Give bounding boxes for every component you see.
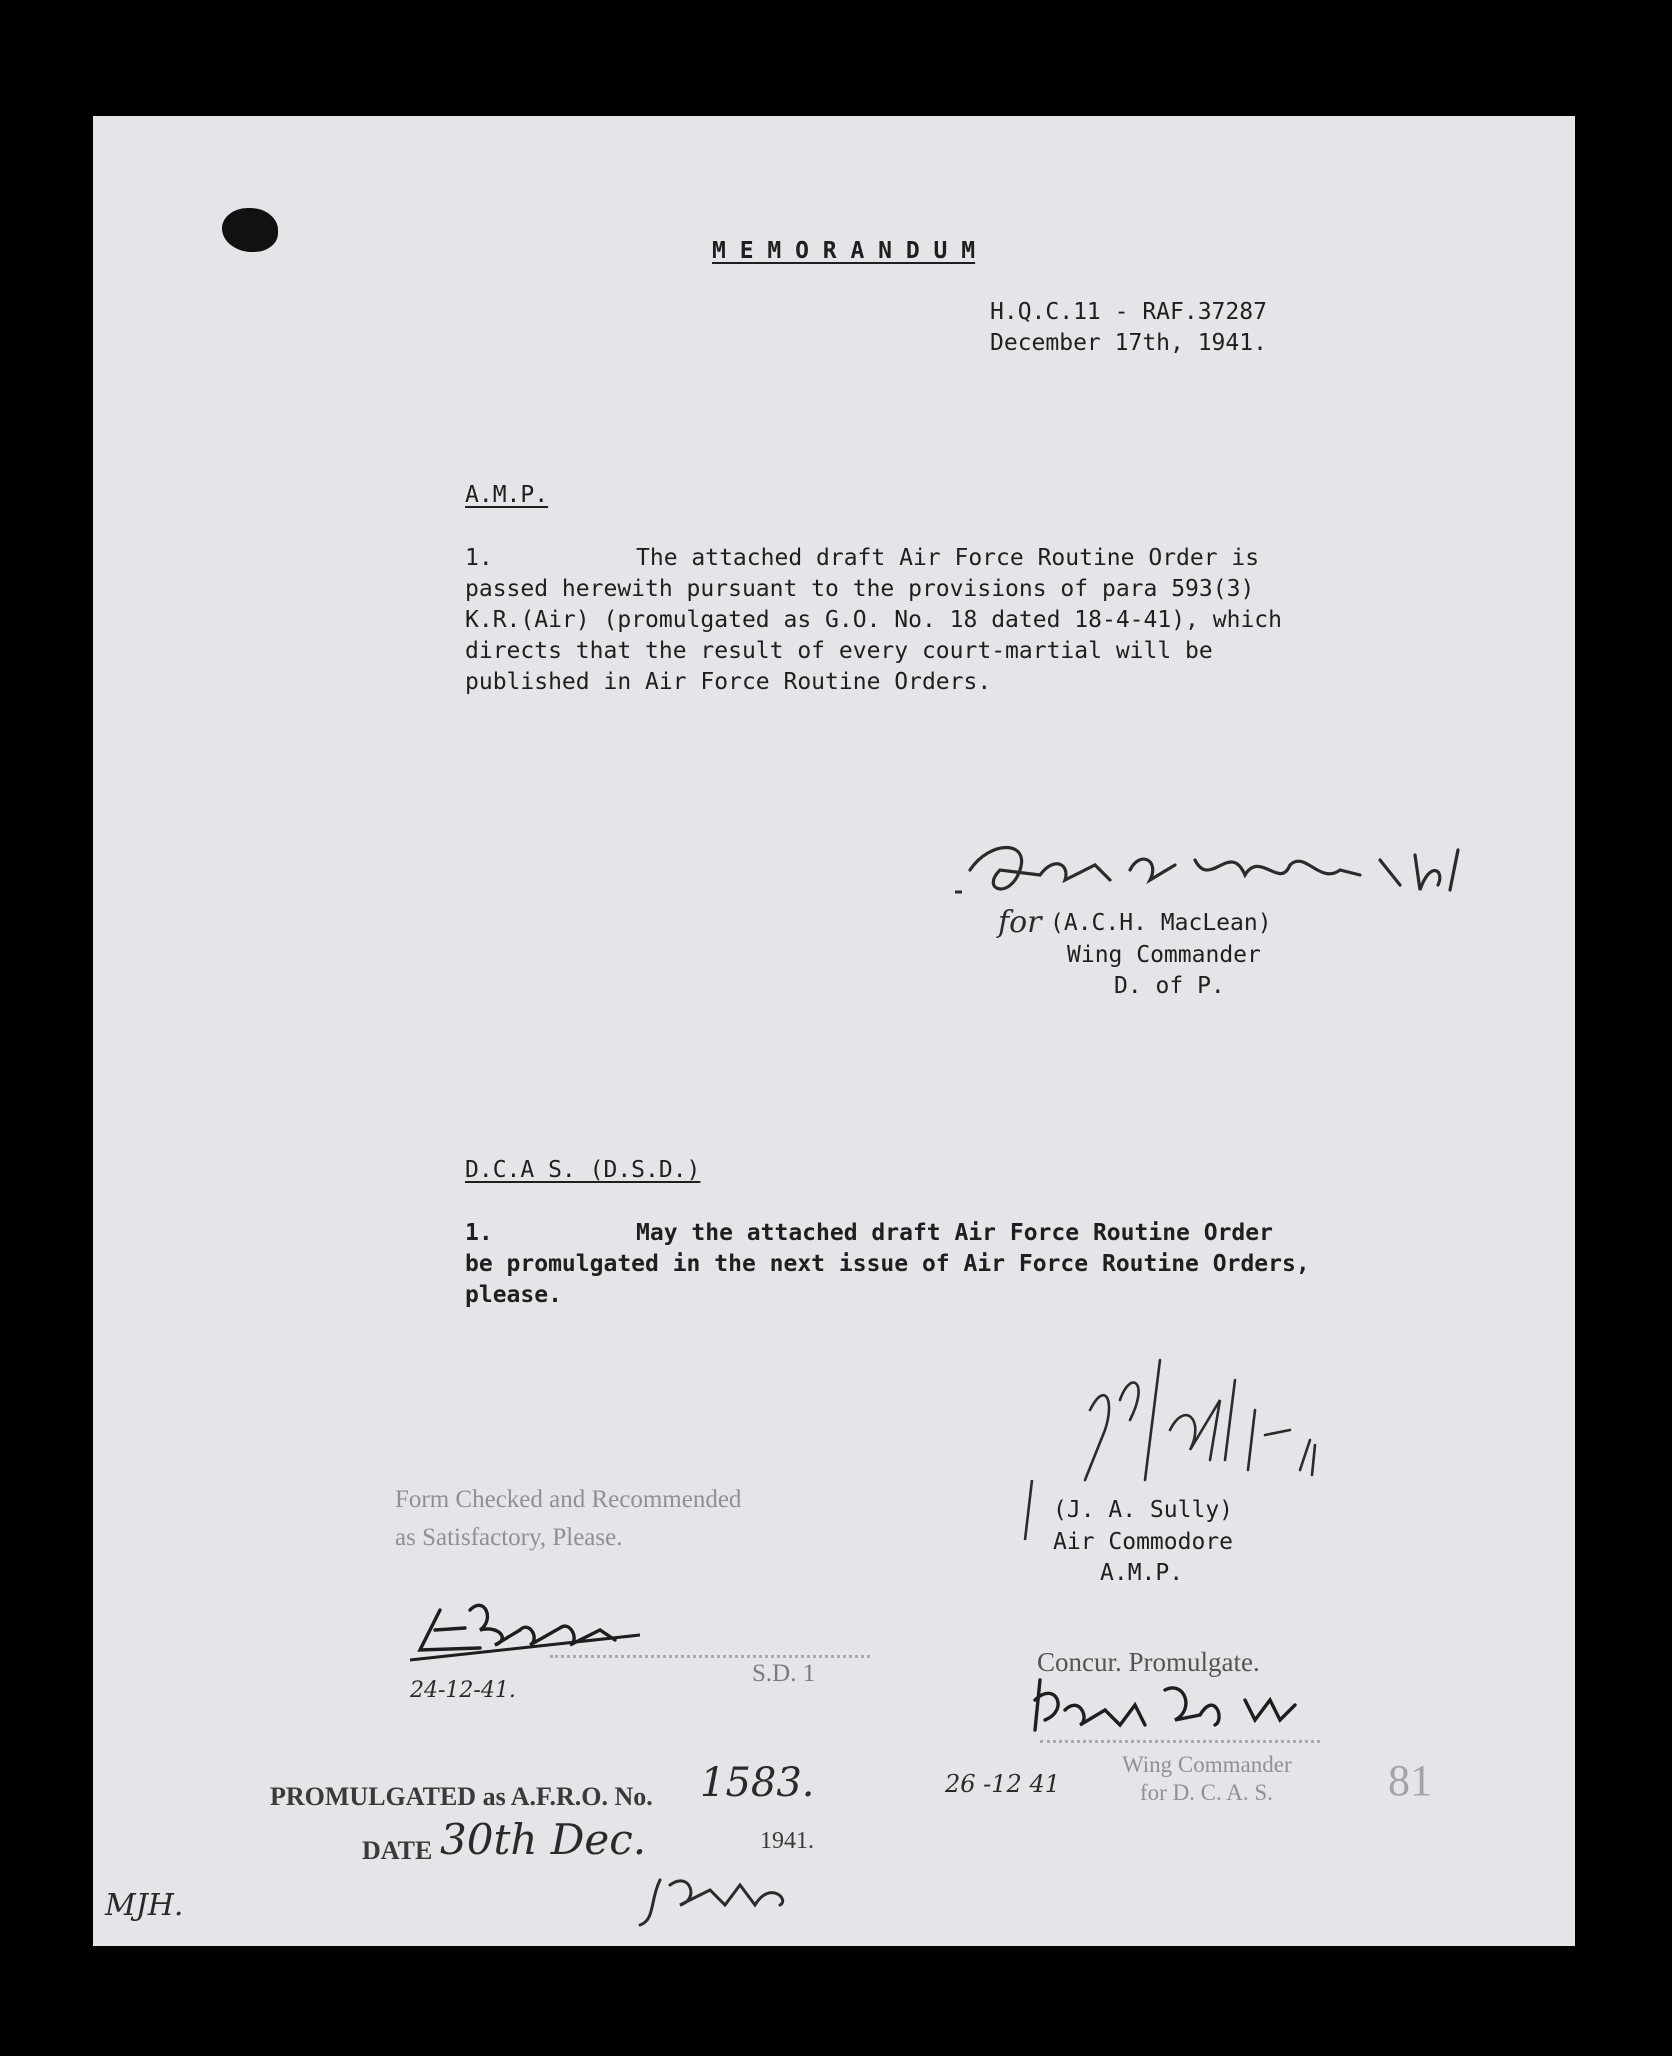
memo-title: M E M O R A N D U M — [712, 238, 976, 264]
section2-line: May the attached draft Air Force Routine Order — [636, 1220, 1273, 1246]
memo-reference: H.Q.C.11 - RAF.37287 — [990, 299, 1267, 325]
signature1-name: (A.C.H. MacLean) — [1050, 910, 1272, 936]
signature-form-checked — [410, 1590, 650, 1670]
section2-para-number: 1. — [465, 1220, 493, 1246]
promulgated-number: 1583. — [700, 1760, 815, 1806]
promulgated-date-label: DATE — [362, 1836, 433, 1865]
marginal-initials: MJH. — [105, 1888, 184, 1923]
dotted-line — [550, 1655, 870, 1658]
signature1-rank: Wing Commander — [1067, 942, 1261, 968]
signature2-rank: Air Commodore — [1053, 1529, 1234, 1555]
stamp-concur-date: 26 -12 41 — [945, 1770, 1060, 1798]
punch-hole — [222, 208, 278, 252]
signature-concur — [1025, 1670, 1315, 1740]
signature1-office: D. of P. — [1114, 973, 1225, 999]
section1-heading: A.M.P. — [465, 482, 549, 508]
page-number: 81 — [1388, 1756, 1432, 1805]
section1-line: K.R.(Air) (promulgated as G.O. No. 18 dated 18-4-41), which — [465, 607, 1282, 633]
signature2-name: (J. A. Sully) — [1053, 1497, 1234, 1523]
memo-date: December 17th, 1941. — [990, 330, 1267, 356]
stamp-form-checked-line2: as Satisfactory, Please. — [395, 1524, 623, 1551]
stamp-concur-label: Concur. Promulgate. — [1037, 1647, 1260, 1677]
stamp-concur-line1: Wing Commander — [1122, 1752, 1292, 1777]
initials-promulgated — [630, 1860, 830, 1930]
document-page — [93, 116, 1575, 1946]
section1-line: The attached draft Air Force Routine Order is — [636, 545, 1260, 571]
section2-heading: D.C.A S. (D.S.D.) — [465, 1157, 701, 1183]
section1-line: published in Air Force Routine Orders. — [465, 669, 992, 695]
section1-line: passed herewith pursuant to the provisions of para 593(3) — [465, 576, 1255, 602]
stamp-sd-label: S.D. 1 — [752, 1660, 816, 1687]
section1-para-number: 1. — [465, 545, 493, 571]
promulgated-year: 1941. — [760, 1828, 814, 1854]
signature1-prefix: for — [998, 905, 1042, 940]
stamp-form-checked-line1: Form Checked and Recommended — [395, 1486, 742, 1513]
promulgated-label: PROMULGATED as A.F.R.O. No. — [270, 1782, 653, 1811]
section2-line: be promulgated in the next issue of Air Force Routine Orders, — [465, 1251, 1310, 1277]
stamp-concur-line2: for D. C. A. S. — [1140, 1780, 1273, 1805]
stamp-form-checked-date: 24-12-41. — [410, 1678, 516, 1703]
section2-line: please. — [465, 1282, 562, 1308]
signature2-office: A.M.P. — [1100, 1560, 1184, 1586]
promulgated-date-value: 30th Dec. — [440, 1815, 647, 1864]
section1-line: directs that the result of every court-martial will be — [465, 638, 1213, 664]
dotted-line — [1040, 1740, 1320, 1743]
